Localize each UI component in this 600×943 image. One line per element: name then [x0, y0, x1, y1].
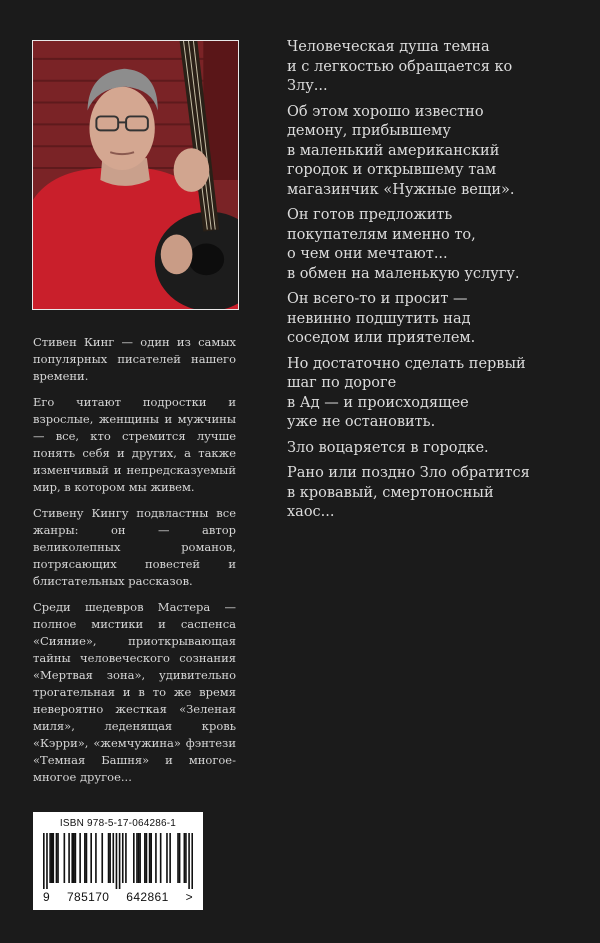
barcode-bar — [139, 833, 141, 883]
blurb-paragraph: Он всего-то и просит — невинно подшутить над соседом или приятелем. — [287, 291, 476, 346]
blurb-paragraph: Зло воцаряется в городке. — [287, 439, 489, 456]
barcode-bar — [108, 833, 110, 883]
blurb-paragraph: Рано или поздно Зло обратится в кровавый, смертоносный хаос... — [287, 465, 530, 520]
barcode-bar — [188, 833, 190, 889]
barcode-bar — [90, 833, 92, 883]
barcode-bar — [109, 833, 111, 883]
barcode-digit-group-right: 642861 — [126, 890, 169, 904]
blurb-paragraph: Об этом хорошо известно демону, прибывшему в маленький американский городок и открывшему там магазинчик «Нужные вещи». — [287, 103, 515, 198]
barcode-bar — [133, 833, 135, 883]
barcode-bar — [160, 833, 162, 883]
bio-paragraph: Среди шедевров Мастера — полное мистики и саспенса «Сияние», приоткрывающая тайны человеческого сознания «Мертвая зона», удивительно трогательная и в то же время невероятно жесткая «Зеленая миля», леденящая кровь «Кэрри», «жемчужина» фэнтези «Темная Башня» и многое-многое другое... — [33, 600, 236, 784]
bio-paragraph: Стивену Кингу подвластны все жанры: он — автор великолепных романов, потрясающих повестей и блистательных рассказов. — [33, 506, 236, 588]
barcode-bar — [49, 833, 51, 883]
barcode-bar — [185, 833, 187, 883]
author-photo — [32, 40, 239, 310]
barcode-bar — [86, 833, 88, 883]
barcode-bar — [146, 833, 148, 883]
barcode-bar — [112, 833, 114, 883]
barcode-bar — [68, 833, 70, 883]
bio-paragraph: Стивен Кинг — один из самых популярных писателей нашего времени. — [33, 335, 236, 383]
barcode-bar — [57, 833, 59, 883]
barcode-bar — [136, 833, 138, 883]
barcode-bar — [122, 833, 124, 883]
barcode-bar — [150, 833, 152, 883]
barcode-bar — [191, 833, 193, 889]
blurb-paragraph: Но достаточно сделать первый шаг по дороге в Ад — и происходящее уже не остановить. — [287, 355, 526, 430]
barcode-bar — [119, 833, 121, 889]
barcode-bar — [155, 833, 157, 883]
barcode-bar — [116, 833, 118, 889]
barcode-bar — [75, 833, 77, 883]
author-photo-icon — [33, 41, 238, 309]
barcode-bar — [179, 833, 181, 883]
barcode-bar — [46, 833, 48, 889]
author-bio — [33, 334, 236, 795]
barcode-bar — [169, 833, 171, 883]
barcode-bar — [177, 833, 179, 883]
barcode-digit-first: 9 — [43, 890, 51, 904]
barcode-bar — [95, 833, 97, 883]
blurb-paragraph: Человеческая душа темна и с легкостью обращается ко Злу... — [287, 39, 513, 94]
bio-paragraph: Его читают подростки и взрослые, женщины и мужчины — все, кто стремится лучше понять себя и других, а также изменчивый и непредсказуемый мир, в котором мы живем. — [33, 395, 236, 494]
barcode-digit-group-left: 785170 — [66, 890, 110, 904]
barcode-bar — [73, 833, 75, 883]
blurb-paragraph: Он готов предложить покупателям именно то, о чем они мечтают... в обмен на маленькую услугу. — [287, 207, 520, 282]
barcode-bar — [51, 833, 53, 883]
barcode-bar — [71, 833, 73, 883]
barcode-bar — [138, 833, 140, 883]
barcode-bar — [166, 833, 168, 883]
barcode-bar — [79, 833, 81, 883]
isbn-label: ISBN 978-5-17-064286-1 — [59, 818, 177, 829]
barcode-bar — [43, 833, 45, 889]
barcode-end-mark: > — [185, 890, 193, 904]
barcode-bars — [43, 833, 193, 889]
barcode-bar — [144, 833, 146, 883]
barcode-bar — [52, 833, 54, 883]
barcode-bar — [184, 833, 186, 883]
barcode-bar — [125, 833, 127, 883]
book-blurb — [287, 38, 587, 529]
barcode-bar — [64, 833, 66, 883]
barcode-bar — [56, 833, 58, 883]
barcode-bar — [84, 833, 86, 883]
barcode-bar — [101, 833, 103, 883]
barcode-bar — [149, 833, 151, 883]
barcode-digits — [43, 890, 193, 904]
isbn-barcode — [33, 812, 203, 910]
